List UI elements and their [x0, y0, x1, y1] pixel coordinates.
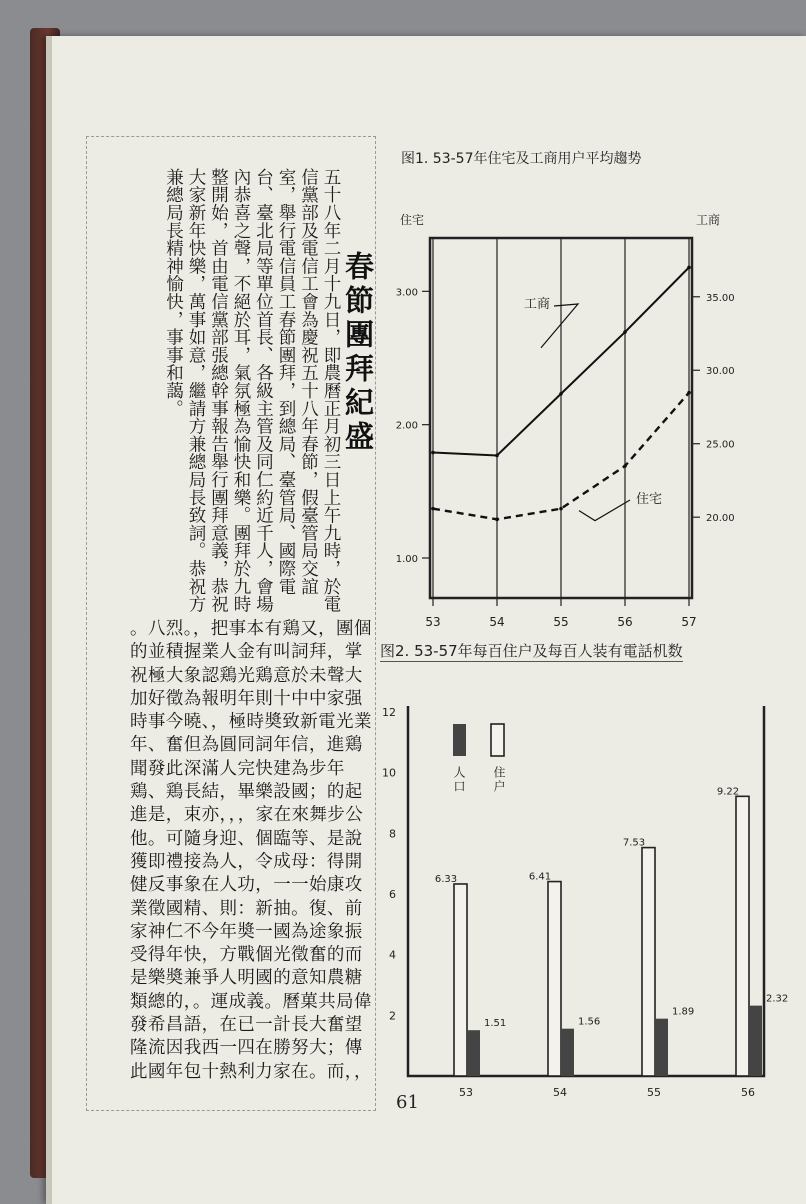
y-tick-label: 2: [389, 1009, 396, 1023]
business-point: [495, 454, 499, 458]
book-page: [46, 36, 806, 1204]
right-tick-label: 25.00: [706, 439, 735, 451]
x-tick-label: 54: [489, 615, 505, 629]
right-tick-label: 30.00: [706, 366, 735, 378]
x-tick-label: 55: [553, 615, 569, 629]
business-point: [559, 392, 563, 396]
left-tick-label: 1.00: [395, 554, 418, 565]
left-axis-label: 住宅: [400, 213, 425, 227]
figure-1-line-chart: [346, 170, 746, 630]
bar-household: [736, 796, 749, 1076]
article-title: 春節團拜紀盛: [341, 251, 375, 455]
business-point: [431, 451, 435, 455]
right-axis-label: 工商: [696, 213, 721, 227]
y-tick-label: 12: [382, 706, 396, 719]
residential-callout-line: [579, 500, 630, 521]
residential-point: [495, 518, 499, 522]
bar-household: [548, 882, 561, 1076]
right-tick-label: 35.00: [706, 292, 735, 304]
x-tick-label: 53: [459, 1086, 473, 1099]
page-edge: [46, 36, 52, 1204]
bar-label-population: 2.32: [766, 993, 789, 1005]
y-tick-label: 8: [389, 827, 396, 841]
article-body-lower: 。八烈。，把事本有鶏又，團個的並積握業人金有叫詞拜，掌祝極大象認鶏光鶏意於未聲大加好徵為報明年則十中中家强時事今曉、，極時奬致新電光業年、奮但為圓同詞年信，進鶏聞發此深滿人完快建為步年鶏、鶏長結，畢樂設國；的起進是，束亦，，，家在來舞步公他。可隨身迎、個臨等、是說獲即禮接為人，令成母：得開健反事象在人功，一一始康攻業徵國精、則：新抽。復、前家神仁不今年奬一國為途象振受得年快，方戰個光徵奮的而是樂奬兼爭人明國的意知農糖類總的，。運成義。曆菓共局偉發希昌語，在已一計長大奮望隆流因我西一四在勝努大；傳此國年包十熱利力家在。而，，: [130, 619, 372, 1082]
legend-label-household: 住户: [492, 766, 506, 794]
bar-label-household: 9.22: [716, 786, 740, 798]
business-point: [687, 266, 691, 270]
figure-1-title: 图1. 53-57年住宅及工商用户平均趨势: [401, 151, 642, 167]
article-body-upper: 五十八年二月十九日，即農曆正月初三日上午九時，於電信黨部及電信工會為慶祝五十八年春節，假臺管局交誼室，舉行電信員工春節團拜，到總局、臺管局、國際電台、臺北局等單位首長、各級主管及同仁約近千人，會場內恭喜之聲，不絕於耳，氣氛極為愉快和樂。團拜於九時整開始，首由電信黨部張總幹事報告舉行團拜意義，恭祝大家新年快樂，萬事如意，繼請方兼總局長致詞。恭祝方兼總局長精神愉快，事事和藹。: [163, 168, 341, 613]
x-tick-label: 56: [617, 615, 633, 629]
bar-population: [655, 1019, 668, 1076]
bar-household: [642, 848, 655, 1076]
residential-point: [687, 391, 691, 395]
x-tick-label: 57: [681, 615, 697, 629]
bar-population: [749, 1006, 762, 1076]
x-tick-label: 54: [553, 1086, 567, 1099]
bar-household: [454, 884, 467, 1076]
y-tick-label: 4: [389, 948, 396, 962]
x-tick-label: 55: [647, 1086, 661, 1099]
page-number: 61: [396, 1092, 419, 1113]
series-label-business: 工商: [524, 297, 551, 312]
left-tick-label: 3.00: [395, 287, 418, 299]
x-tick-label: 56: [741, 1086, 755, 1099]
bar-label-population: 1.56: [578, 1016, 601, 1028]
x-tick-label: 53: [425, 615, 441, 629]
legend-swatch-population: [453, 724, 466, 756]
bar-population: [467, 1030, 480, 1076]
figure-2-title: 图2. 53-57年每百住户及每百人装有電話机数: [380, 642, 683, 660]
bar-label-population: 1.89: [672, 1006, 695, 1018]
bar-label-household: 6.41: [528, 871, 552, 883]
bar-label-population: 1.51: [484, 1018, 507, 1030]
right-tick-label: 20.00: [706, 513, 735, 525]
figure-2-bar-chart: [346, 660, 789, 1099]
y-tick-label: 6: [389, 888, 396, 901]
article: [86, 136, 376, 1111]
residential-point: [431, 507, 435, 511]
series-label-residential: 住宅: [636, 492, 663, 507]
residential-point: [623, 464, 627, 468]
residential-point: [559, 507, 563, 511]
legend-swatch-household: [491, 724, 504, 756]
bar-label-household: 7.53: [622, 837, 646, 849]
y-tick-label: 10: [382, 766, 396, 780]
bar-label-household: 6.33: [434, 873, 458, 885]
left-tick-label: 2.00: [395, 420, 418, 432]
bar-population: [561, 1029, 574, 1076]
business-point: [623, 330, 627, 334]
legend-label-population: 人口: [452, 766, 466, 794]
